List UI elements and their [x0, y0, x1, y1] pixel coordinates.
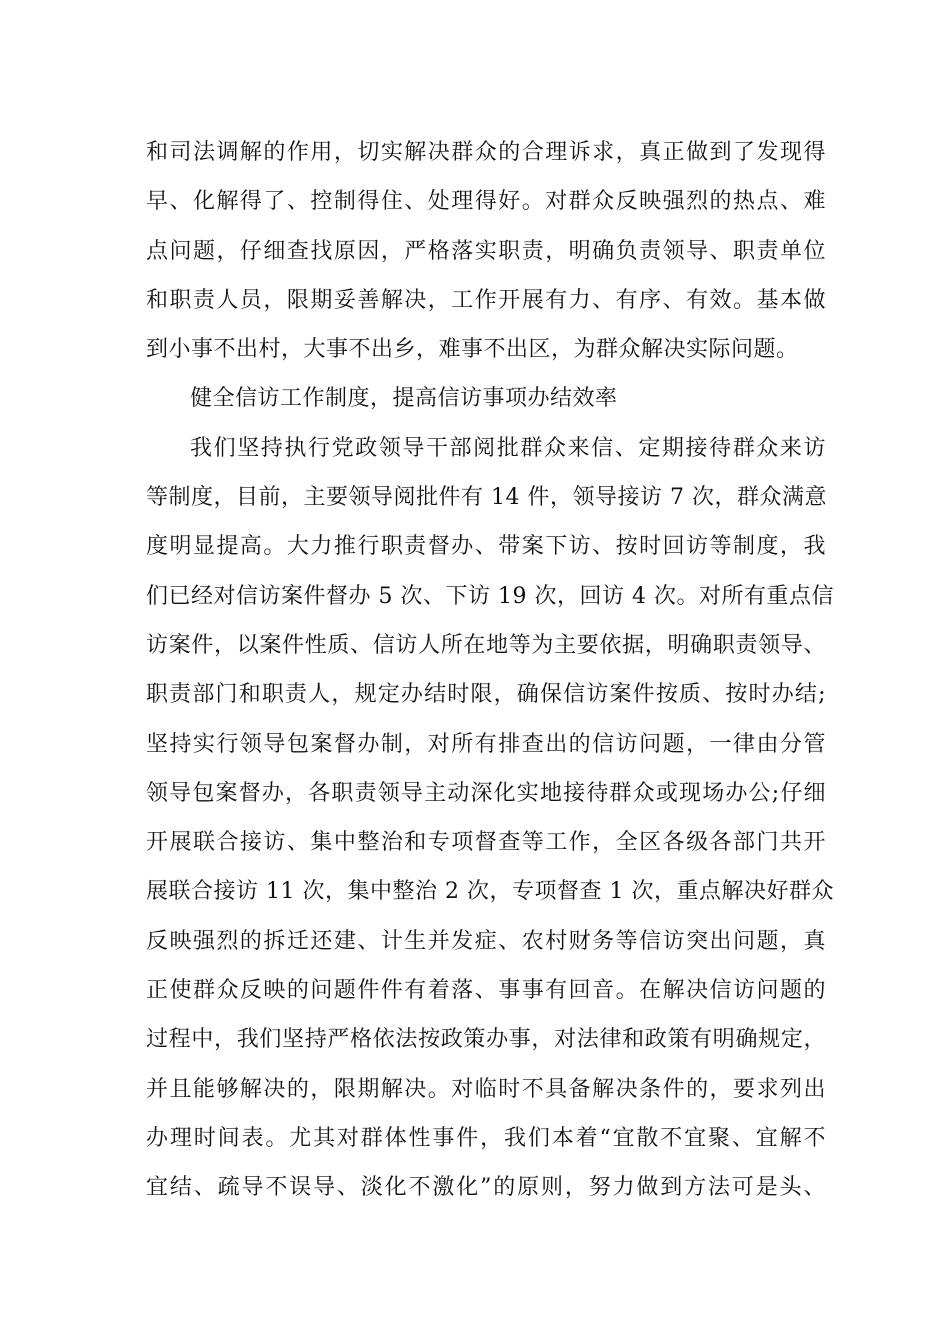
text-line: 坚持实行领导包案督办制，对所有排查出的信访问题，一律由分管: [146, 731, 826, 757]
text-line: 领导包案督办，各职责领导主动深化实地接待群众或现场办公;仔细: [146, 780, 826, 806]
text-line: 度明显提高。大力推行职责督办、带案下访、按时回访等制度，我: [146, 534, 826, 560]
text-line: 早、化解得了、控制得住、处理得好。对群众反映强烈的热点、难: [146, 189, 826, 215]
text-line: 点问题，仔细查找原因，严格落实职责，明确负责领导、职责单位: [146, 238, 826, 264]
text-line: 宜结、疏导不误导、淡化不激化”的原则，努力做到方法可是头、: [146, 1175, 826, 1201]
text-line: 办理时间表。尤其对群体性事件，我们本着“宜散不宜聚、宜解不: [146, 1125, 826, 1151]
text-line: 等制度，目前，主要领导阅批件有 14 件，领导接访 7 次，群众满意: [146, 485, 827, 511]
text-line: 职责部门和职责人，规定办结时限，确保信访案件按质、按时办结;: [146, 682, 826, 708]
text-line: 和职责人员，限期妥善解决，工作开展有力、有序、有效。基本做: [146, 287, 826, 313]
section-heading: 健全信访工作制度，提高信访事项办结效率: [190, 386, 618, 412]
text-line: 反映强烈的拆迁还建、计生并发症、农村财务等信访突出问题，真: [146, 928, 826, 954]
text-line: 过程中，我们坚持严格依法按政策办事，对法律和政策有明确规定，: [146, 1027, 826, 1053]
text-line: 并且能够解决的，限期解决。对临时不具备解决条件的，要求列出: [146, 1076, 826, 1102]
text-line: 们已经对信访案件督办 5 次、下访 19 次，回访 4 次。对所有重点信: [146, 583, 834, 609]
text-line: 开展联合接访、集中整治和专项督查等工作，全区各级各部门共开: [146, 830, 826, 856]
text-line: 到小事不出村，大事不出乡，难事不出区，为群众解决实际问题。: [146, 337, 799, 363]
text-line: 展联合接访 11 次，集中整治 2 次，专项督查 1 次，重点解决好群众: [146, 879, 834, 905]
body-text: [146, 128, 834, 1213]
text-line: 和司法调解的作用，切实解决群众的合理诉求，真正做到了发现得: [146, 140, 826, 165]
text-line: 正使群众反映的问题件件有着落、事事有回音。在解决信访问题的: [146, 978, 826, 1004]
text-line: 我们坚持执行党政领导干部阅批群众来信、定期接待群众来访: [190, 435, 826, 461]
text-line: 访案件，以案件性质、信访人所在地等为主要依据，明确职责领导、: [146, 632, 826, 658]
